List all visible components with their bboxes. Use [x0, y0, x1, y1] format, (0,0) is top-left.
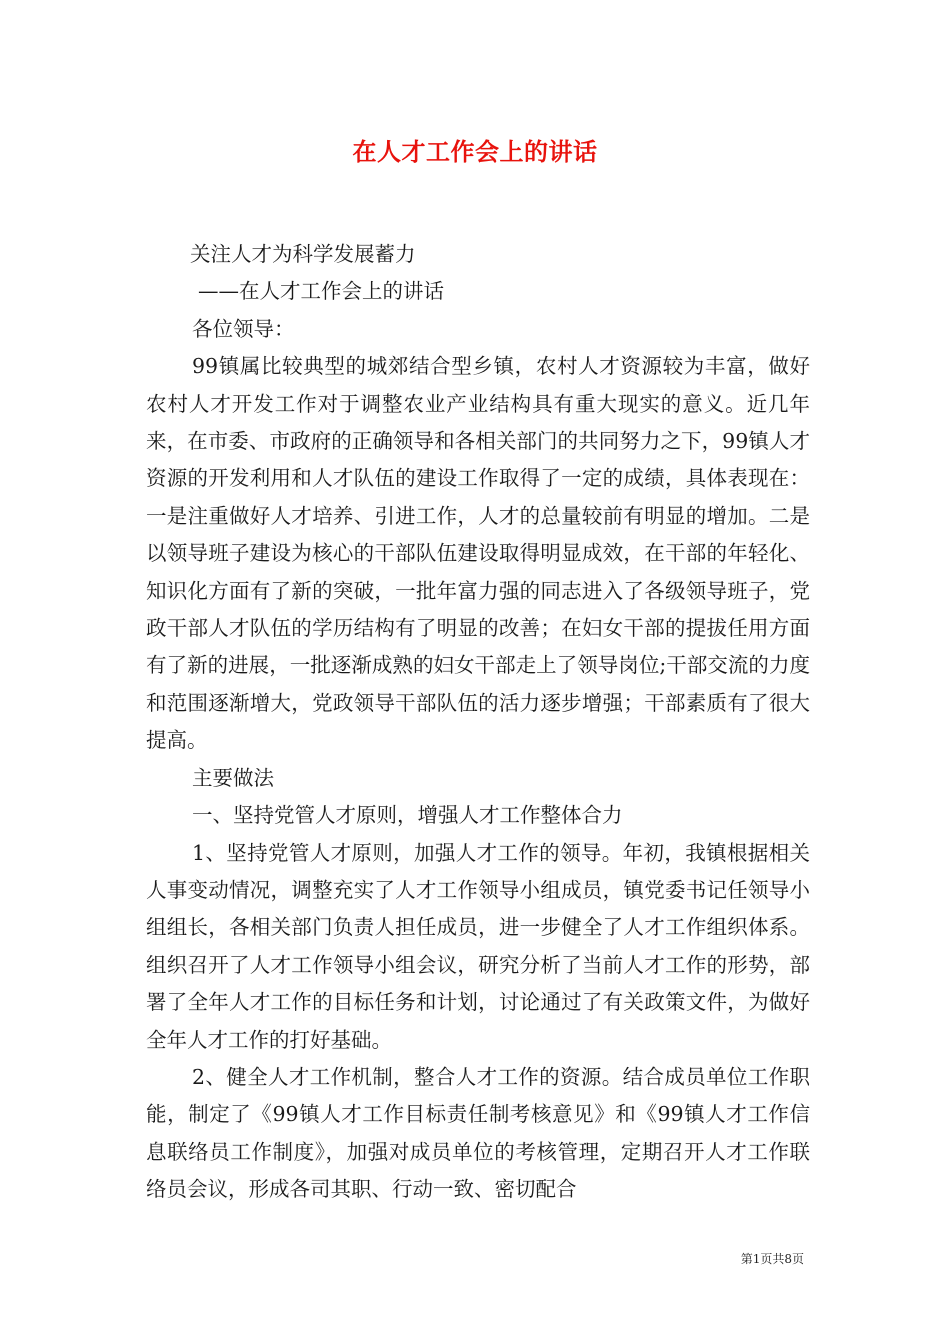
point-1: 1、坚持党管人才原则，加强人才工作的领导。年初，我镇根据相关人事变动情况，调整充实了人才工作领导小组成员，镇党委书记任领导小组组长，各相关部门负责人担任成员，进一步健全了人才工作组织体系。组织召开了人才工作领导小组会议，研究分析了当前人才工作的形势，部署了全年人才工作的目标任务和计划，讨论通过了有关政策文件，为做好全年人才工作的打好基础。 — [146, 840, 810, 1052]
paragraph-intro: 99镇属比较典型的城郊结合型乡镇，农村人才资源较为丰富，做好农村人才开发工作对于调整农业产业结构具有重大现实的意义。近几年来，在市委、市政府的正确领导和各相关部门的共同努力之下，99镇人才资源的开发利用和人才队伍的建设工作取得了一定的成绩，具体表现在：一是注重做好人才培养、引进工作，人才的总量较前有明显的增加。二是以领导班子建设为核心的干部队伍建设取得明显成效，在干部的年轻化、知识化方面有了新的突破，一批年富力强的同志进入了各级领导班子，党政干部人才队伍的学历结构有了明显的改善；在妇女干部的提拔任用方面有了新的进展，一批逐渐成熟的妇女干部走上了领导岗位;干部交流的力度和范围逐渐增大，党政领导干部队伍的活力逐步增强；干部素质有了很大提高。 — [146, 354, 810, 753]
page-indicator: 第1页共8页 — [740, 1252, 804, 1266]
document-title: 在人才工作会上的讲话 — [352, 137, 598, 166]
document-body — [146, 236, 810, 1209]
point-2: 2、健全人才工作机制，整合人才工作的资源。结合成员单位工作职能，制定了《99镇人才工作目标责任制考核意见》和《99镇人才工作信息联络员工作制度》，加强对成员单位的考核管理，定期召开人才工作联络员会议，形成各司其职、行动一致、密切配合 — [146, 1064, 810, 1202]
salutation: 各位领导： — [192, 316, 295, 341]
heading: 关注人才为科学发展蓄力 — [190, 242, 416, 266]
subheading: ——在人才工作会上的讲话 — [198, 279, 444, 304]
section-one: 一、坚持党管人才原则，增强人才工作整体合力 — [192, 803, 623, 828]
section-main: 主要做法 — [192, 765, 274, 790]
